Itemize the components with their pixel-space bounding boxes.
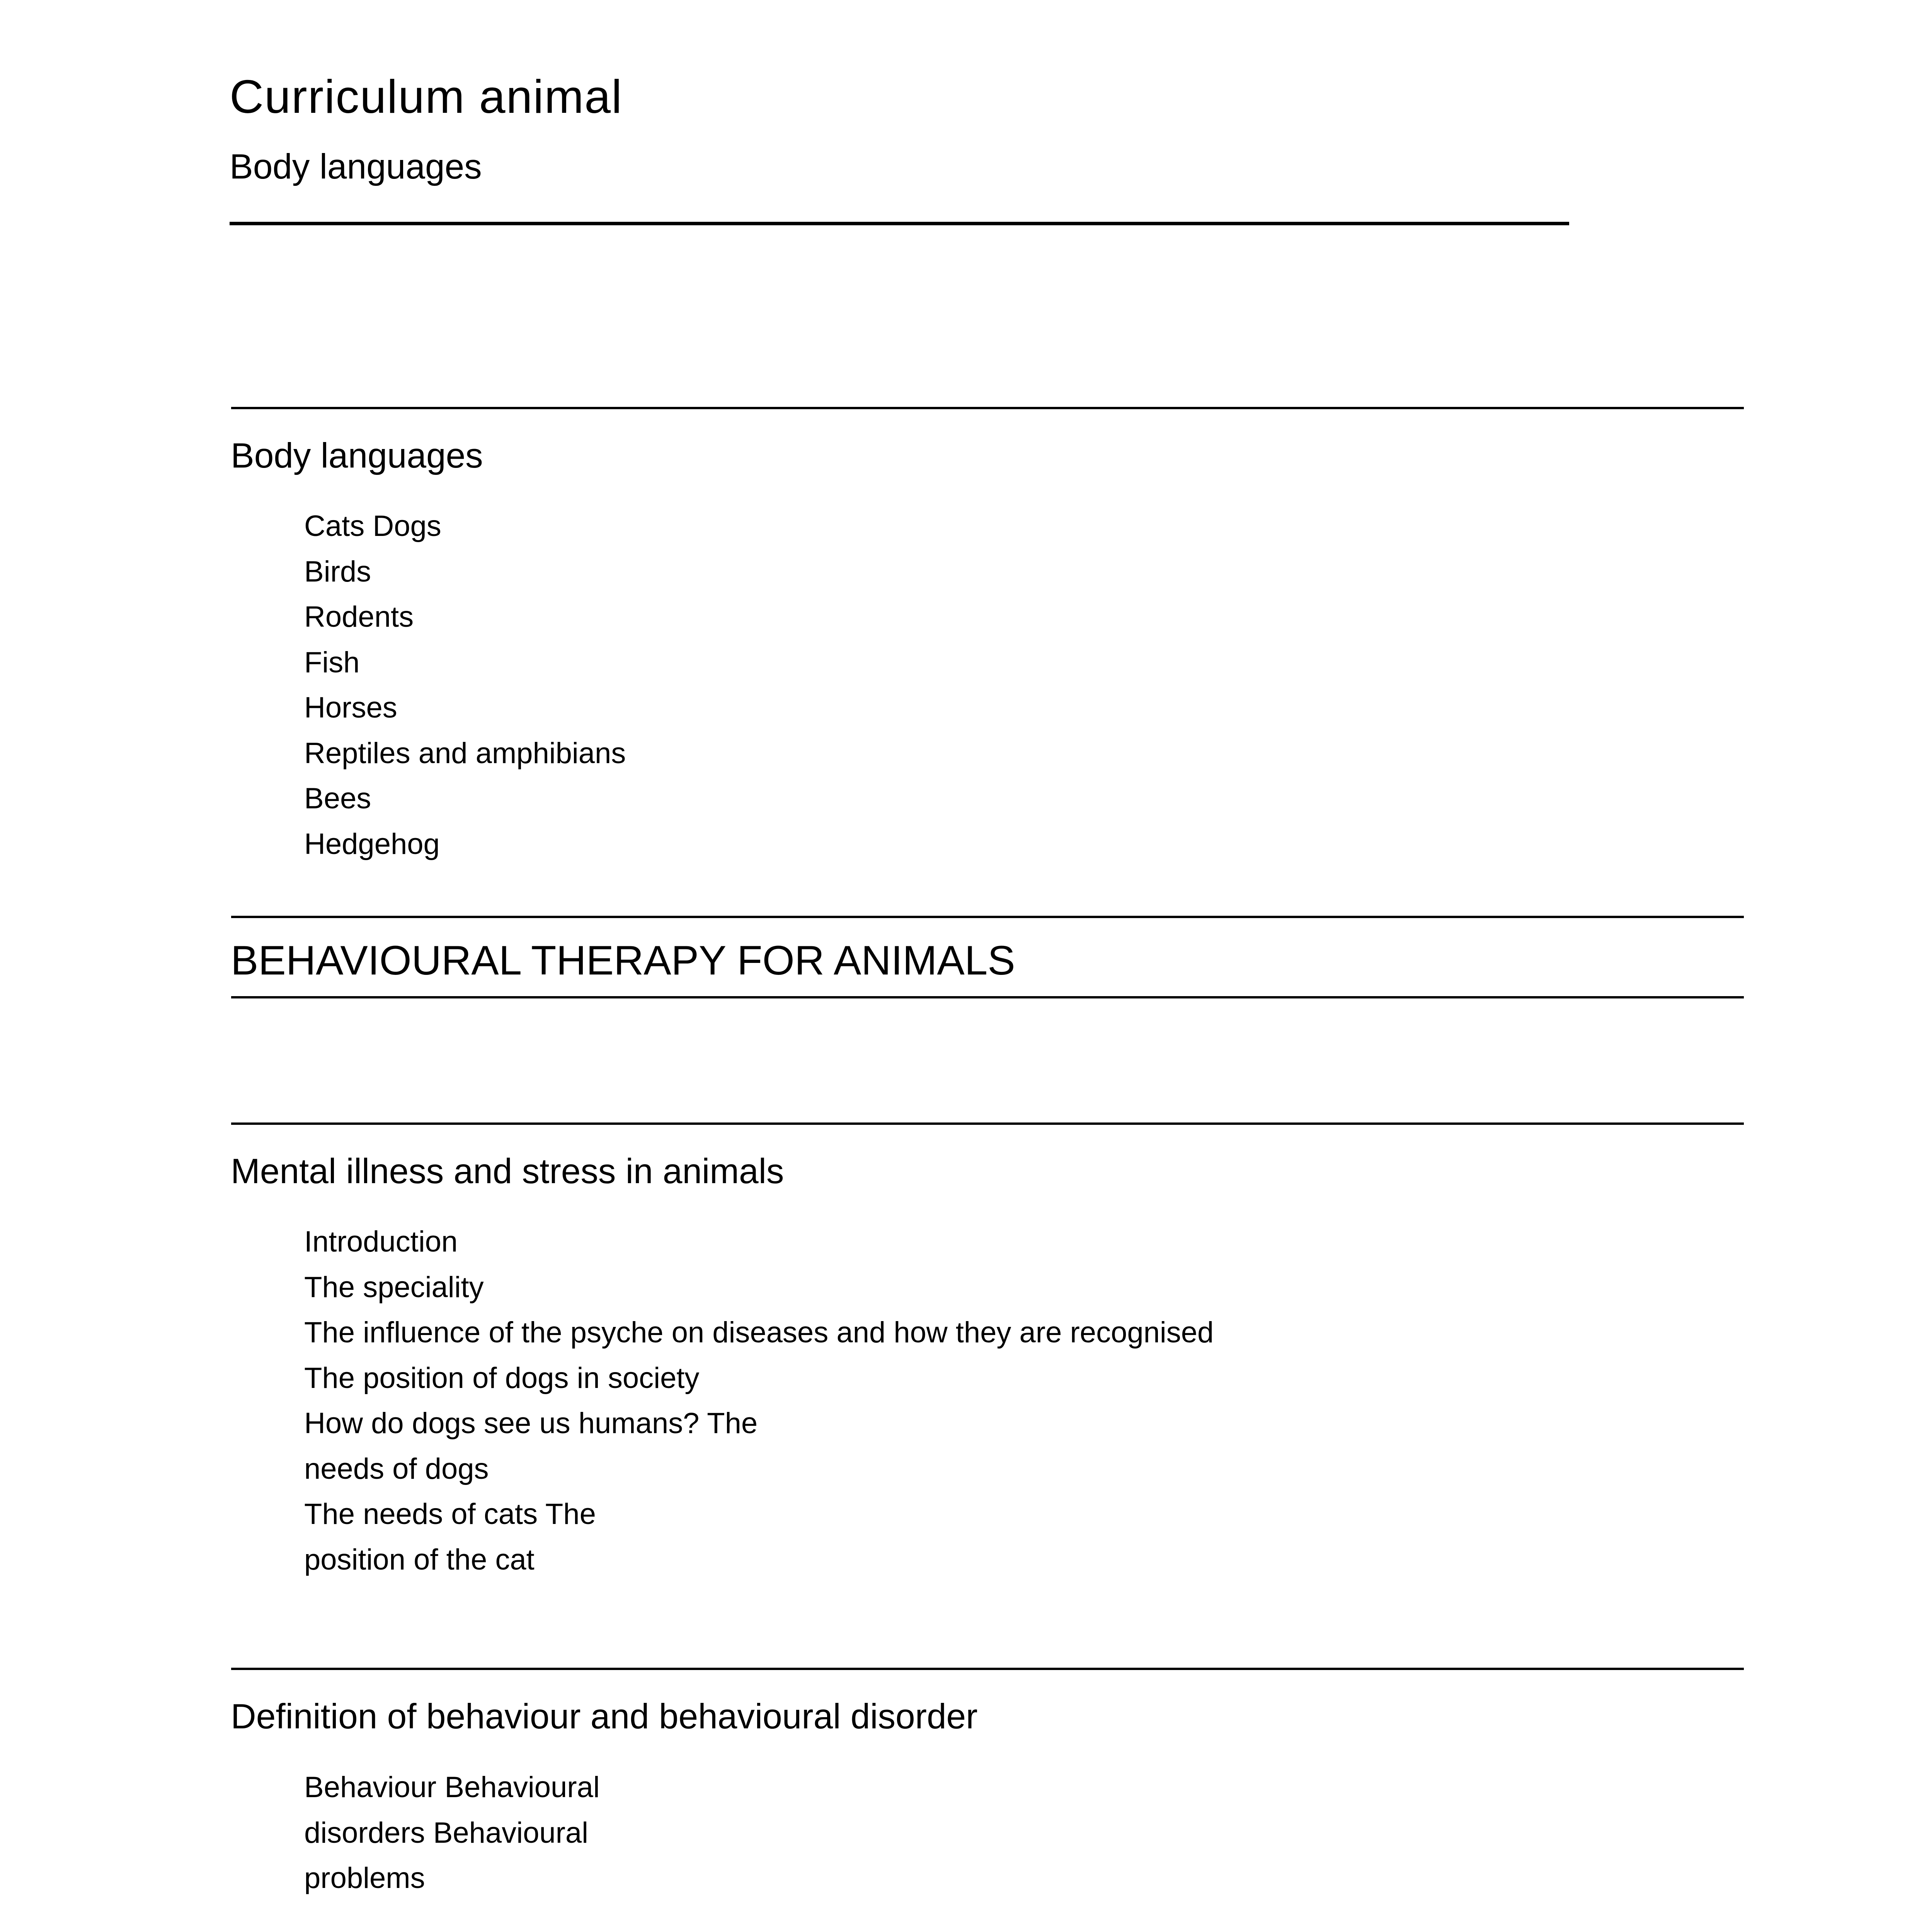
list-item: The position of dogs in society — [304, 1361, 700, 1395]
section-divider — [231, 996, 1744, 998]
list-item: Bees — [304, 782, 371, 815]
body-languages-list — [304, 503, 626, 867]
section-divider — [231, 1668, 1744, 1670]
list-item: The speciality — [304, 1270, 484, 1304]
list-item: position of the cat — [304, 1543, 535, 1576]
list-item: The needs of cats The — [304, 1498, 596, 1531]
list-item: Introduction — [304, 1225, 458, 1258]
document-title: Curriculum animal — [230, 70, 623, 123]
behaviour-definition-list — [304, 1765, 600, 1901]
list-item: disorders Behavioural — [304, 1816, 589, 1849]
list-item: Hedgehog — [304, 827, 440, 861]
list-item: Birds — [304, 555, 371, 588]
section-heading-mental-illness: Mental illness and stress in animals — [231, 1152, 784, 1191]
list-item: Cats Dogs — [304, 510, 441, 543]
list-item: Reptiles and amphibians — [304, 736, 626, 770]
section-divider — [231, 1122, 1744, 1125]
major-section-heading: BEHAVIOURAL THERAPY FOR ANIMALS — [231, 937, 1015, 983]
list-item: The influence of the psyche on diseases and how they are recognised — [304, 1316, 1214, 1349]
list-item: Rodents — [304, 600, 414, 633]
list-item: Horses — [304, 691, 397, 724]
section-divider — [231, 407, 1744, 409]
section-heading-body-languages: Body languages — [231, 436, 483, 475]
section-divider — [231, 916, 1744, 918]
mental-illness-list — [304, 1219, 1214, 1582]
header-divider — [230, 222, 1569, 225]
list-item: Fish — [304, 646, 360, 679]
list-item: problems — [304, 1862, 425, 1895]
list-item: How do dogs see us humans? The — [304, 1407, 758, 1440]
section-heading-behaviour-definition: Definition of behaviour and behavioural disorder — [231, 1697, 978, 1736]
list-item: Behaviour Behavioural — [304, 1771, 600, 1804]
list-item: needs of dogs — [304, 1452, 489, 1485]
document-subtitle: Body languages — [230, 147, 482, 186]
